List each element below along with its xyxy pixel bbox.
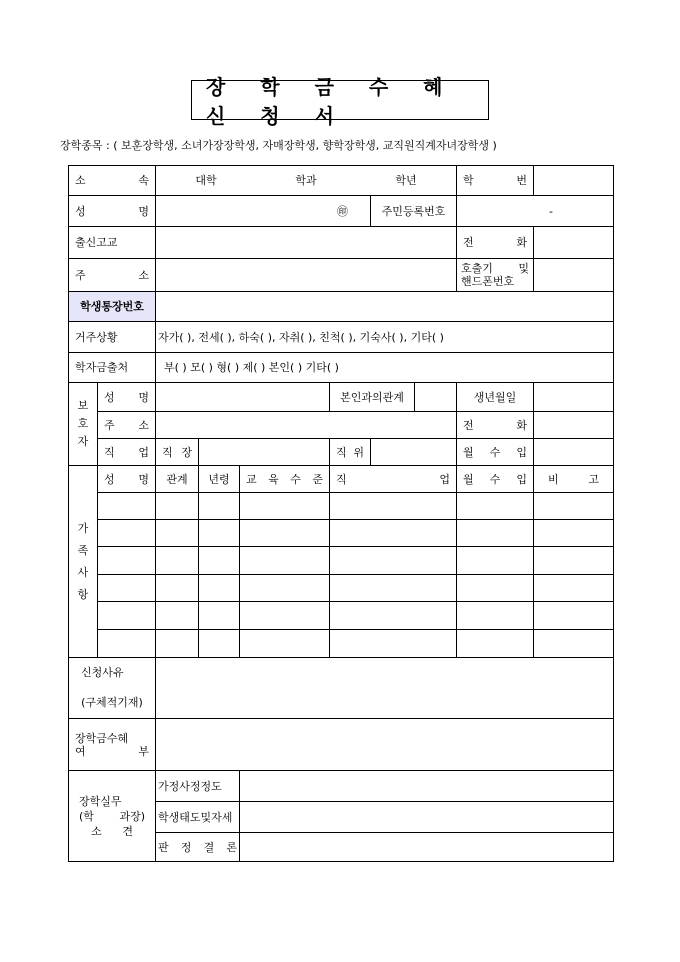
bank-account-field[interactable]	[156, 292, 614, 322]
family-row[interactable]	[69, 520, 614, 547]
label-guardian-name: 성 명	[98, 383, 156, 412]
label-workplace: 직 장	[156, 439, 199, 466]
position-field[interactable]	[371, 439, 457, 466]
label-name: 성 명	[69, 196, 156, 227]
resident-no-field[interactable]	[457, 196, 614, 227]
received-field[interactable]	[156, 719, 614, 771]
income-field[interactable]	[534, 439, 614, 466]
family-row[interactable]	[69, 575, 614, 602]
label-received	[69, 719, 156, 771]
label-phone: 전 화	[457, 227, 534, 259]
reason-field[interactable]	[156, 658, 614, 719]
col-family-income: 월 수 입	[457, 466, 534, 493]
label-opinion-3: 소 견	[91, 824, 133, 838]
application-form-table	[68, 165, 614, 862]
label-received-2: 여 부	[75, 744, 149, 758]
guardian-address-field[interactable]	[156, 412, 457, 439]
name-field[interactable]	[156, 196, 371, 227]
relation-field[interactable]	[415, 383, 457, 412]
label-family: 가족사항	[69, 466, 98, 658]
family-row[interactable]	[69, 602, 614, 630]
label-affiliation: 소 속	[69, 166, 156, 196]
label-reason	[69, 658, 156, 719]
col-family-age: 년령	[199, 466, 240, 493]
col-family-name: 성 명	[98, 466, 156, 493]
form-title: 장 학 금 수 혜 신 청 서	[191, 80, 489, 120]
label-guardian: 보호자	[69, 383, 98, 466]
label-dept: 학과	[295, 174, 317, 187]
label-guardian-address: 주 소	[98, 412, 156, 439]
phone-field[interactable]	[534, 227, 614, 259]
high-school-field[interactable]	[156, 227, 457, 259]
tuition-options[interactable]: 부( ) 모( ) 형( ) 제( ) 본인( ) 기타( )	[156, 353, 614, 383]
label-mobile: 핸드폰번호	[461, 275, 515, 288]
label-family-level: 가정사정정도	[156, 771, 240, 802]
label-pager-mobile	[457, 259, 534, 292]
family-level-field[interactable]	[240, 771, 614, 802]
label-opinion-2: (학 과장)	[79, 809, 145, 823]
label-opinion-1: 장학실무	[79, 794, 122, 808]
label-reason-main: 신청사유	[81, 666, 124, 679]
label-address: 주 소	[69, 259, 156, 292]
address-field[interactable]	[156, 259, 457, 292]
mobile-field[interactable]	[534, 259, 614, 292]
col-family-relation: 관계	[156, 466, 199, 493]
label-opinion	[69, 771, 156, 862]
label-attitude: 학생태도및자세	[156, 802, 240, 833]
verdict-field[interactable]	[240, 833, 614, 862]
family-row[interactable]	[69, 630, 614, 658]
label-job: 직 업	[98, 439, 156, 466]
label-reason-detail: (구체적기재)	[81, 696, 143, 709]
label-pager: 호출기 및	[461, 262, 530, 275]
label-position: 직 위	[330, 439, 371, 466]
attitude-field[interactable]	[240, 802, 614, 833]
resident-no-dash: -	[549, 204, 553, 218]
label-grade: 학년	[395, 174, 417, 187]
scholarship-types: 장학종목 : ( 보훈장학생, 소녀가장장학생, 자매장학생, 향학장학생, 교직원직계자녀장학생 )	[60, 139, 497, 152]
col-family-education: 교 육 수 준	[240, 466, 330, 493]
label-received-1: 장학금수혜	[75, 731, 129, 745]
family-row[interactable]	[69, 493, 614, 520]
affiliation-field[interactable]	[156, 166, 457, 196]
guardian-name-field[interactable]	[156, 383, 330, 412]
label-bank-account: 학생통장번호	[69, 292, 156, 322]
label-birth: 생년월일	[457, 383, 534, 412]
family-row[interactable]	[69, 547, 614, 575]
label-univ: 대학	[195, 174, 217, 187]
student-no-field[interactable]	[534, 166, 614, 196]
label-relation: 본인과의관계	[330, 383, 415, 412]
label-high-school: 출신고교	[69, 227, 156, 259]
label-student-no: 학 번	[457, 166, 534, 196]
guardian-phone-field[interactable]	[534, 412, 614, 439]
seal-mark: ㊞	[337, 204, 348, 218]
workplace-field[interactable]	[199, 439, 330, 466]
col-family-note: 비 고	[534, 466, 614, 493]
label-guardian-phone: 전 화	[457, 412, 534, 439]
label-verdict: 판 정 결 론	[156, 833, 240, 862]
label-income: 월 수 입	[457, 439, 534, 466]
label-residence: 거주상황	[69, 322, 156, 353]
label-resident-no: 주민등록번호	[371, 196, 457, 227]
birth-field[interactable]	[534, 383, 614, 412]
label-tuition-source: 학자금출처	[69, 353, 156, 383]
residence-options[interactable]: 자가( ), 전세( ), 하숙( ), 자취( ), 친척( ), 기숙사( ), 기타( )	[156, 322, 614, 353]
col-family-job: 직 업	[330, 466, 457, 493]
